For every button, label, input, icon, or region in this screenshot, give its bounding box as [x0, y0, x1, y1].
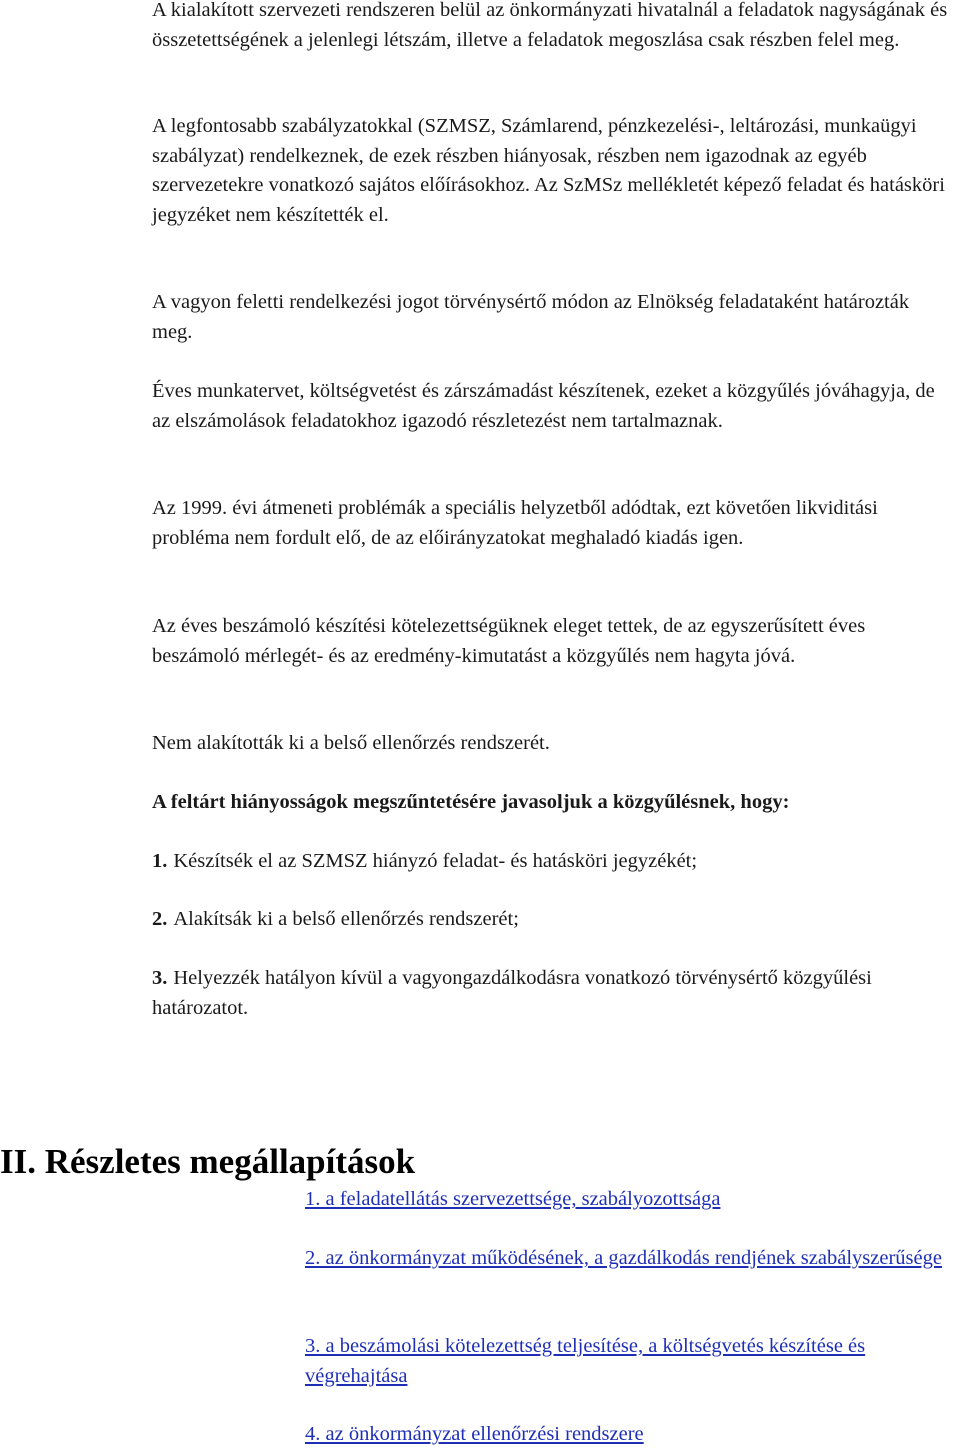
paragraph-work-plan: Éves munkatervet, költségvetést és zárszámadást készítenek, ezeket a közgyűlés jóváhagyja, de az elszámolások feladatokhoz igazodó részletezést nem tartalmaznak.: [152, 380, 935, 432]
recommendation-item: [152, 964, 952, 1023]
recommendation-text: Készítsék el az SZMSZ hiányzó feladat- és hatásköri jegyzékét;: [173, 850, 698, 872]
toc-item: [305, 1420, 945, 1450]
recommendation-number: 2.: [152, 908, 168, 930]
recommendation-heading: A feltárt hiányosságok megszűntetésére javasoljuk a közgyűlésnek, hogy:: [152, 791, 790, 813]
paragraph-organization: A kialakított szervezeti rendszeren belül az önkormányzati hivatalnál a feladatok nagyságának és összetettségének a jelenlegi létszám, illetve a feladatok megoszlása csak részben felel meg.: [152, 0, 948, 51]
recommendation-text: Alakítsák ki a belső ellenőrzés rendszerét;: [173, 908, 519, 930]
toc-link-control-system[interactable]: 4. az önkormányzat ellenőrzési rendszere: [305, 1423, 644, 1445]
paragraph-liquidity: Az 1999. évi átmeneti problémák a speciális helyzetből adódtak, ezt követően likviditási probléma nem fordult elő, de az előirányzatokat meghaladó kiadás igen.: [152, 497, 878, 549]
toc-link-operation[interactable]: 2. az önkormányzat működésének, a gazdálkodás rendjének szabályszerűsége: [305, 1247, 942, 1269]
paragraph-internal-control: Nem alakították ki a belső ellenőrzés rendszerét.: [152, 732, 550, 754]
toc-item: [305, 1332, 945, 1391]
toc-item: [305, 1244, 945, 1274]
section-title: II. Részletes megállapítások: [0, 1142, 416, 1181]
toc-item: [305, 1185, 945, 1215]
recommendation-number: 1.: [152, 850, 168, 872]
toc-link-organization[interactable]: 1. a feladatellátás szervezettsége, szabályozottsága: [305, 1188, 721, 1210]
toc-link-reporting[interactable]: 3. a beszámolási kötelezettség teljesítése, a költségvetés készítése és végrehajtása: [305, 1335, 866, 1387]
recommendation-item: [152, 905, 952, 935]
recommendation-item: [152, 847, 952, 877]
paragraph-regulations: A legfontosabb szabályzatokkal (SZMSZ, Számlarend, pénzkezelési-, leltározási, munkaügyi szabályzat) rendelkeznek, de ezek részben hiányosak, részben nem igazodnak az egyéb szervezetekre vonatkozó sajátos előírásokhoz. Az SzMSz mellékletét képező feladat és hatásköri jegyzéket nem készítették el.: [152, 115, 945, 226]
paragraph-annual-report: Az éves beszámoló készítési kötelezettségüknek eleget tettek, de az egyszerűsített éves beszámoló mérlegét- és az eredmény-kimutatást a közgyűlés nem hagyta jóvá.: [152, 615, 866, 667]
recommendation-text: Helyezzék hatályon kívül a vagyongazdálkodásra vonatkozó törvénysértő közgyűlési határozatot.: [152, 967, 872, 1019]
paragraph-asset-rights: A vagyon feletti rendelkezési jogot törvénysértő módon az Elnökség feladataként határozták meg.: [152, 291, 910, 343]
recommendation-number: 3.: [152, 967, 168, 989]
